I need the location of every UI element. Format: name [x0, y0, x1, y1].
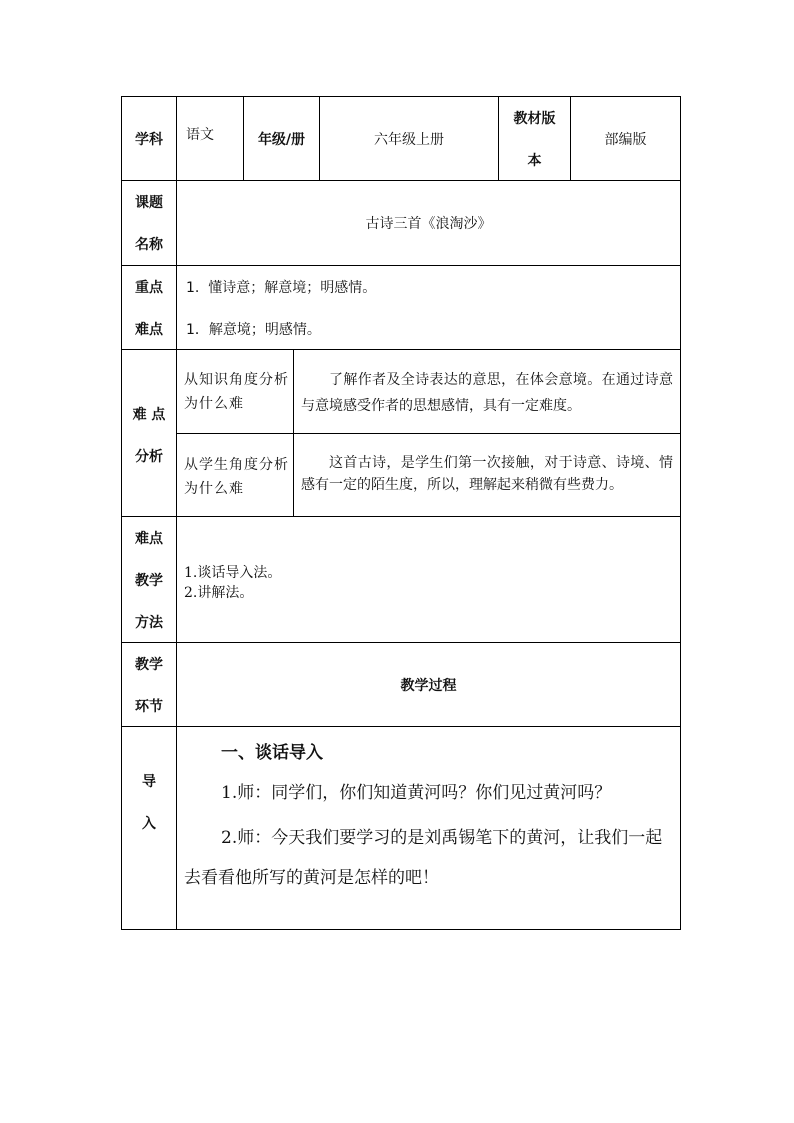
stage-label-line1: 教学	[135, 657, 163, 673]
lesson-title: 古诗三首《浪淘沙》	[365, 216, 492, 232]
subject-value: 语文	[186, 127, 214, 143]
grade-label: 年级/册	[257, 131, 306, 148]
subject-label: 学科	[135, 131, 163, 148]
row-divider	[176, 433, 681, 434]
method-item: 2.讲解法。	[184, 585, 254, 601]
intro-label-line2: 入	[142, 816, 156, 832]
row-divider	[121, 349, 681, 350]
difficult-point: 1．解意境；明感情。	[186, 322, 321, 338]
edition-value: 部编版	[604, 131, 647, 148]
section-heading: 一、谈话导入	[221, 743, 323, 763]
intro-step: 2.师：今天我们要学习的是刘禹锡笔下的黄河，让我们一起去看看他所写的黄河是怎样的吧！	[184, 828, 663, 888]
knowledge-analysis: 了解作者及全诗表达的意思，在体会意境。在通过诗意与意境感受作者的思想感情，具有一定难度。	[301, 372, 673, 414]
row-divider	[121, 516, 681, 517]
student-analysis: 这首古诗，是学生们第一次接触，对于诗意、诗境、情感有一定的陌生度，所以，理解起来稍微有些费力。	[301, 455, 673, 493]
table-border-right	[680, 96, 681, 930]
analysis-label-line2: 分析	[135, 449, 163, 465]
stage-label-line2: 环节	[135, 699, 163, 715]
method-label-line3: 方法	[135, 615, 163, 631]
edition-label-line1: 教材版	[513, 111, 556, 127]
grade-value: 六年级上册	[374, 131, 444, 148]
edition-label-line2: 本	[527, 153, 542, 169]
title-label-line1: 课题	[135, 195, 163, 211]
method-item: 1.谈话导入法。	[184, 565, 282, 581]
process-title: 教学过程	[400, 677, 457, 694]
key-point: 1. 懂诗意；解意境；明感情。	[186, 280, 377, 296]
analysis-label-line1: 难 点	[132, 407, 166, 423]
row-divider	[121, 726, 681, 727]
key-label-line1: 重点	[135, 280, 163, 296]
row-divider	[121, 265, 681, 266]
method-label-line2: 教学	[135, 573, 163, 589]
table-border-left	[121, 96, 122, 930]
method-label-line1: 难点	[135, 531, 163, 547]
intro-step: 1.师：同学们，你们知道黄河吗？你们见过黄河吗？	[221, 783, 612, 803]
student-angle: 从学生角度分析为什么难	[184, 457, 289, 497]
intro-label-line1: 导	[142, 774, 156, 790]
cell-divider	[293, 349, 294, 517]
table-border-bottom	[121, 929, 681, 930]
title-label-line2: 名称	[135, 237, 163, 253]
key-label-line2: 难点	[135, 322, 163, 338]
knowledge-angle: 从知识角度分析为什么难	[184, 372, 289, 412]
